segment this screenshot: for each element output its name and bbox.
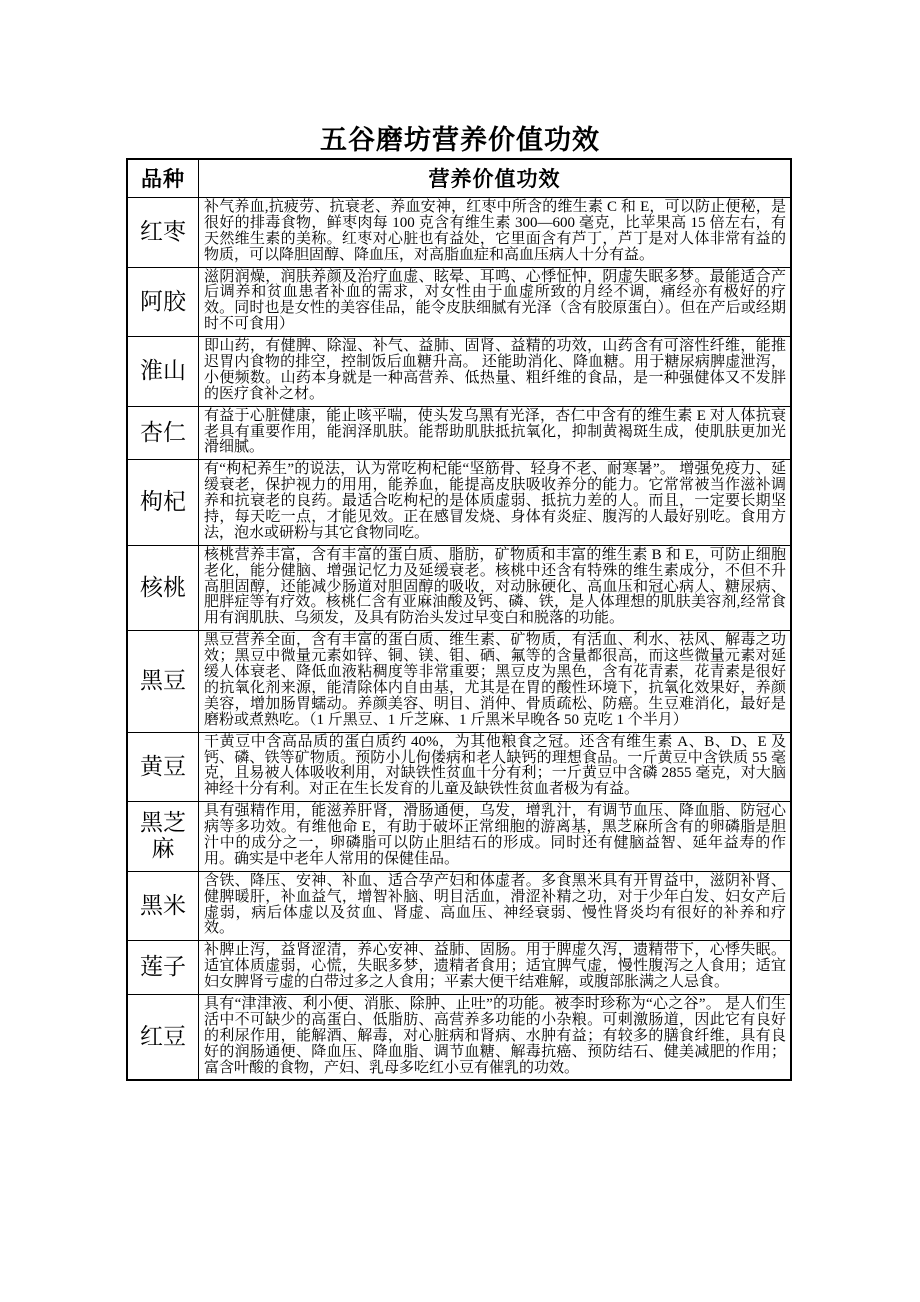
variety-description: 具有强精作用，能滋养肝肾，滑肠通便，乌发，增乳汁，有调节血压、降血脂、防冠心病等多功效。有维他命 E，有助于破坏正常细胞的游离基，黑芝麻所含有的卵磷脂是胆汁中的成分之一，卵磷脂可以防止胆结石的形成。同时还有健脑益智、延年益寿的作用。确实是中老年人常用的保健佳品。 [199, 802, 792, 872]
table-row [127, 198, 791, 268]
variety-description: 黑豆营养全面，含有丰富的蛋白质、维生素、矿物质，有活血、利水、祛风、解毒之功效；黑豆中微量元素如锌、铜、镁、钼、硒、氟等的含量都很高，而这些微量元素对延缓人体衰老、降低血液粘稠度等非常重要；黑豆皮为黑色，含有花青素，花青素是很好的抗氧化剂来源，能清除体内自由基，尤其是在胃的酸性环境下，抗氧化效果好，养颜美容，增加肠胃蠕动。养颜美容、明目、消仲、骨质疏松、防癌。生豆难消化，最好是磨粉或煮熟吃。（1 斤黑豆、1 斤芝麻、1 斤黑米早晚各 50 克吃 1 个半月） [199, 631, 792, 732]
table-row [127, 267, 791, 337]
variety-name: 黑米 [127, 871, 199, 941]
table-row [127, 631, 791, 732]
variety-description: 有益于心脏健康，能止咳平喘，使头发乌黑有光泽，杏仁中含有的维生素 E 对人体抗衰老具有重要作用，能润泽肌肤。能帮助肌肤抵抗氧化，抑制黄褐斑生成，使肌肤更加光滑细腻。 [199, 406, 792, 460]
variety-name: 杏仁 [127, 406, 199, 460]
page-title: 五谷磨坊营养价值功效 [320, 125, 600, 155]
variety-name: 黄豆 [127, 732, 199, 802]
table-row [127, 871, 791, 941]
variety-description: 补脾止泻，益肾涩清，养心安神、益肺、固肠。用于脾虚久泻，遗精带下，心悸失眠。适宜体质虚弱，心慌，失眠多梦，遗精者食用；适宜脾气虚，慢性腹泻之人食用；适宜妇女脾肾亏虚的白带过多之人食用；平素大便干结难解，或腹部胀满之人忌食。 [199, 941, 792, 995]
table-row [127, 802, 791, 872]
variety-description: 有“枸杞养生”的说法，认为常吃枸杞能“坚筋骨、轻身不老、耐寒暑”。 增强免疫力、延缓衰老，保护视力的用用，能养血，能提高皮肤吸收养分的能力。它常常被当作滋补调养和抗衰老的良药。最适合吃枸杞的是体质虚弱、抵抗力差的人。而且，一定要长期坚持，每天吃一点，才能见效。正在感冒发烧、身体有炎症、腹泻的人最好别吃。食用方法，泡水或研粉与其它食物同吃。 [199, 460, 792, 545]
variety-name: 阿胶 [127, 267, 199, 337]
table-row [127, 406, 791, 460]
table-row [127, 994, 791, 1080]
variety-description: 滋阴润燥，润肤养颜及治疗血虚、眩晕、耳鸣、心悸怔忡，阴虚失眠多梦。最能适合产后调养和贫血患者补血的需求，对女性由于血虚所致的月经不调，痛经亦有极好的疗效。同时也是女性的美容佳品，能令皮肤细腻有光泽（含有胶原蛋白）。但在产后或经期时不可食用） [199, 267, 792, 337]
variety-name: 莲子 [127, 941, 199, 995]
variety-description: 具有“津津液、利小便、消胀、除肿、止吐”的功能。被李时珍称为“心之谷”。 是人们生活中不可缺少的高蛋白、低脂肪、高营养多功能的小杂粮。可刺激肠道，因此它有良好的利尿作用，能解酒、解毒，对心脏病和肾病、水肿有益；有较多的膳食纤维，具有良好的润肠通便、降血压、降血脂、调节血糖、解毒抗癌、预防结石、健美减肥的作用；富含叶酸的食物，产妇、乳母多吃红小豆有催乳的功效。 [199, 994, 792, 1080]
variety-description: 干黄豆中含高品质的蛋白质约 40%，为其他粮食之冠。还含有维生素 A、B、D、E 及钙、磷、铁等矿物质。预防小儿佝偻病和老人缺钙的理想食品。一斤黄豆中含铁质 55 毫克，且易被人体吸收利用，对缺铁性贫血十分有利；一斤黄豆中含磷 2855 毫克，对大脑神经十分有利。对正在生长发育的儿童及缺铁性贫血者极为有益。 [199, 732, 792, 802]
variety-name: 淮山 [127, 337, 199, 407]
variety-name: 核桃 [127, 545, 199, 630]
variety-name: 黑豆 [127, 631, 199, 732]
variety-name: 红豆 [127, 994, 199, 1080]
table-row [127, 941, 791, 995]
variety-description: 即山药，有健脾、除湿、补气、益肺、固肾、益精的功效，山药含有可溶性纤维，能推迟胃内食物的排空，控制饭后血糖升高。 还能助消化、降血糖。用于糖尿病脾虚泄泻，小便频数。山药本身就是一种高营养、低热量、粗纤维的食品，是一种强健体又不发胖的医疗食补之材。 [199, 337, 792, 407]
table-header-value: 营养价值功效 [199, 159, 792, 198]
variety-description: 补气养血,抗疲劳、抗衰老、养血安神，红枣中所含的维生素 C 和 E，可以防止便秘，是很好的排毒食物，鲜枣肉每 100 克含有维生素 300—600 毫克，比苹果高 15 倍左右，有天然维生素的美称。红枣对心脏也有益处，它里面含有芦丁，芦丁是对人体非常有益的物质，可以降胆固醇、降血压，对高脂血症和高血压病人十分有益。 [199, 198, 792, 268]
table-row [127, 337, 791, 407]
variety-name: 枸杞 [127, 460, 199, 545]
table-row [127, 545, 791, 630]
table-header-row [127, 159, 791, 198]
table-row [127, 732, 791, 802]
variety-name: 黑芝麻 [127, 802, 199, 872]
variety-description: 含铁、降压、安神、补血、适合孕产妇和体虚者。多食黑米具有开胃益中，滋阴补肾、健脾暖肝，补血益气，增智补脑、明目活血，滑涩补精之功，对于少年白发、妇女产后虚弱，病后体虚以及贫血、肾虚、高血压、神经衰弱、慢性肾炎均有很好的补养和疗效。 [199, 871, 792, 941]
table-header-variety: 品种 [127, 159, 199, 198]
variety-name: 红枣 [127, 198, 199, 268]
table-row [127, 460, 791, 545]
variety-description: 核桃营养丰富，含有丰富的蛋白质、脂肪，矿物质和丰富的维生素 B 和 E，可防止细胞老化，能分健脑、增强记忆力及延缓衰老。核桃中还含有特殊的维生素成分，不但不升高胆固醇，还能减少肠道对胆固醇的吸收，对动脉硬化、高血压和冠心病人、糖尿病、肥胖症等有疗效。核桃仁含有亚麻油酸及钙、磷、铁，是人体理想的肌肤美容剂,经常食用有润肌肤、乌须发，及具有防治头发过早变白和脱落的功能。 [199, 545, 792, 630]
nutrition-table [126, 158, 792, 1081]
